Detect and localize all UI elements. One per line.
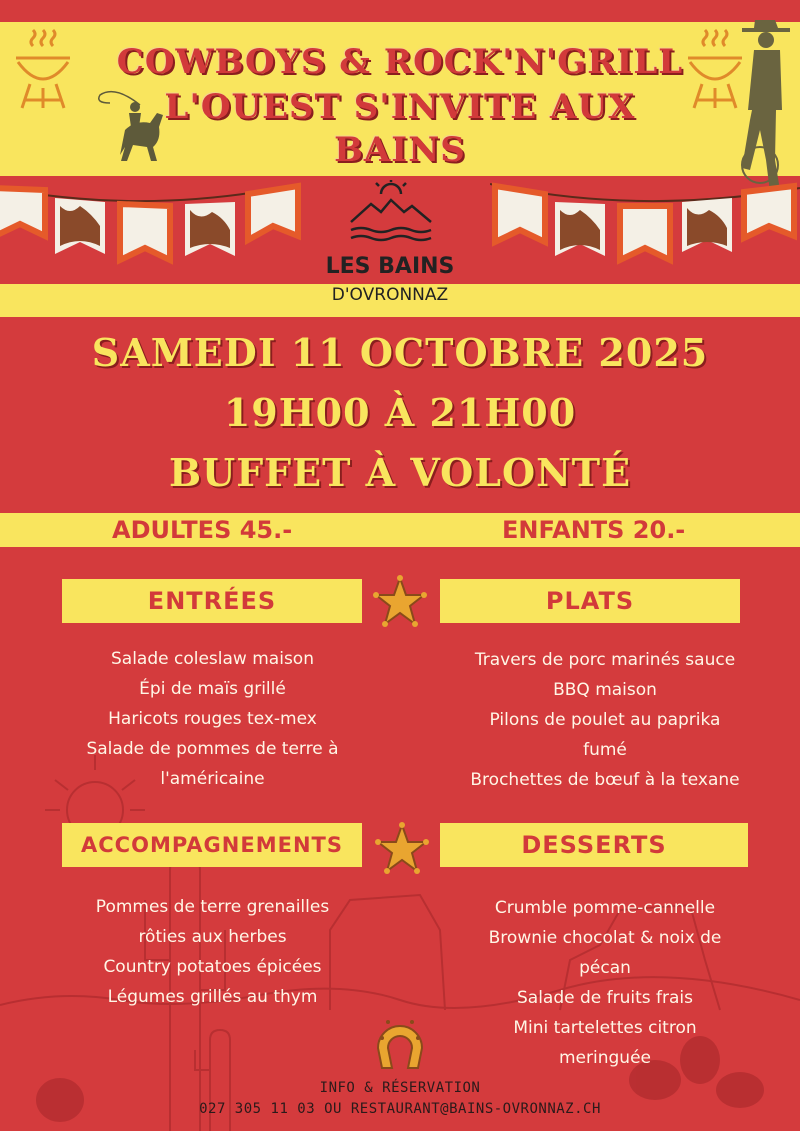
section-desserts-title: DESSERTS xyxy=(440,823,748,867)
mountain-sun-logo-icon xyxy=(346,180,436,250)
bunting-left xyxy=(0,176,310,286)
price-adults: ADULTES 45.- xyxy=(112,516,293,544)
list-item: Travers de porc marinés sauce xyxy=(474,650,736,670)
list-item: Légumes grillés au thym xyxy=(107,987,318,1007)
list-item: Brochettes de bœuf à la texane xyxy=(470,770,740,790)
list-item: Salade de pommes de terre à xyxy=(86,739,339,759)
list-item: BBQ maison xyxy=(553,680,657,700)
logo-subtitle: D'OVRONNAZ xyxy=(331,285,449,305)
poster-title-line-1: COWBOYS & ROCK'N'GRILL xyxy=(116,42,684,82)
list-item: Épi de maïs grillé xyxy=(139,679,286,699)
event-date: SAMEDI 11 OCTOBRE 2025 xyxy=(91,330,709,375)
price-children: ENFANTS 20.- xyxy=(502,516,686,544)
list-item: Pommes de terre grenailles xyxy=(95,897,330,917)
list-item: fumé xyxy=(583,740,627,760)
list-item: Pilons de poulet au paprika xyxy=(489,710,721,730)
list-item: l'américaine xyxy=(160,769,265,789)
list-item: Salade de fruits frais xyxy=(516,988,694,1008)
event-buffet: BUFFET À VOLONTÉ xyxy=(168,450,632,495)
list-item: meringuée xyxy=(559,1048,651,1068)
footer-contact: 027 305 11 03 OU RESTAURANT@BAINS-OVRONNAZ.CH xyxy=(199,1101,601,1117)
list-item: rôties aux herbes xyxy=(138,927,287,947)
list-item: Brownie chocolat & noix de xyxy=(488,928,722,948)
list-item: Haricots rouges tex-mex xyxy=(108,709,317,729)
list-item: Crumble pomme-cannelle xyxy=(494,898,716,918)
sheriff-star-icon xyxy=(374,822,430,878)
list-item: pécan xyxy=(579,958,631,978)
section-accompagnements-title: ACCOMPAGNEMENTS xyxy=(62,823,362,867)
footer-info: INFO & RÉSERVATION xyxy=(319,1080,481,1096)
event-time: 19H00 À 21H00 xyxy=(223,390,577,435)
list-item: Country potatoes épicées xyxy=(103,957,322,977)
section-plats-title: PLATS xyxy=(440,579,740,623)
list-item: Mini tartelettes citron xyxy=(513,1018,697,1038)
accompagnements-list xyxy=(40,892,385,1012)
plats-list xyxy=(430,645,780,795)
poster-title-line-2: L'OUEST S'INVITE AUX xyxy=(164,87,636,127)
section-entrees-title: ENTRÉES xyxy=(62,579,362,623)
desserts-list xyxy=(430,893,780,1073)
bunting-right xyxy=(490,176,800,286)
entrees-list xyxy=(40,644,385,794)
logo-name: LES BAINS xyxy=(325,254,455,279)
list-item: Salade coleslaw maison xyxy=(111,649,314,669)
horseshoe-icon xyxy=(370,1008,430,1072)
sheriff-star-icon xyxy=(372,575,428,631)
poster-title-line-3: BAINS xyxy=(334,130,466,170)
